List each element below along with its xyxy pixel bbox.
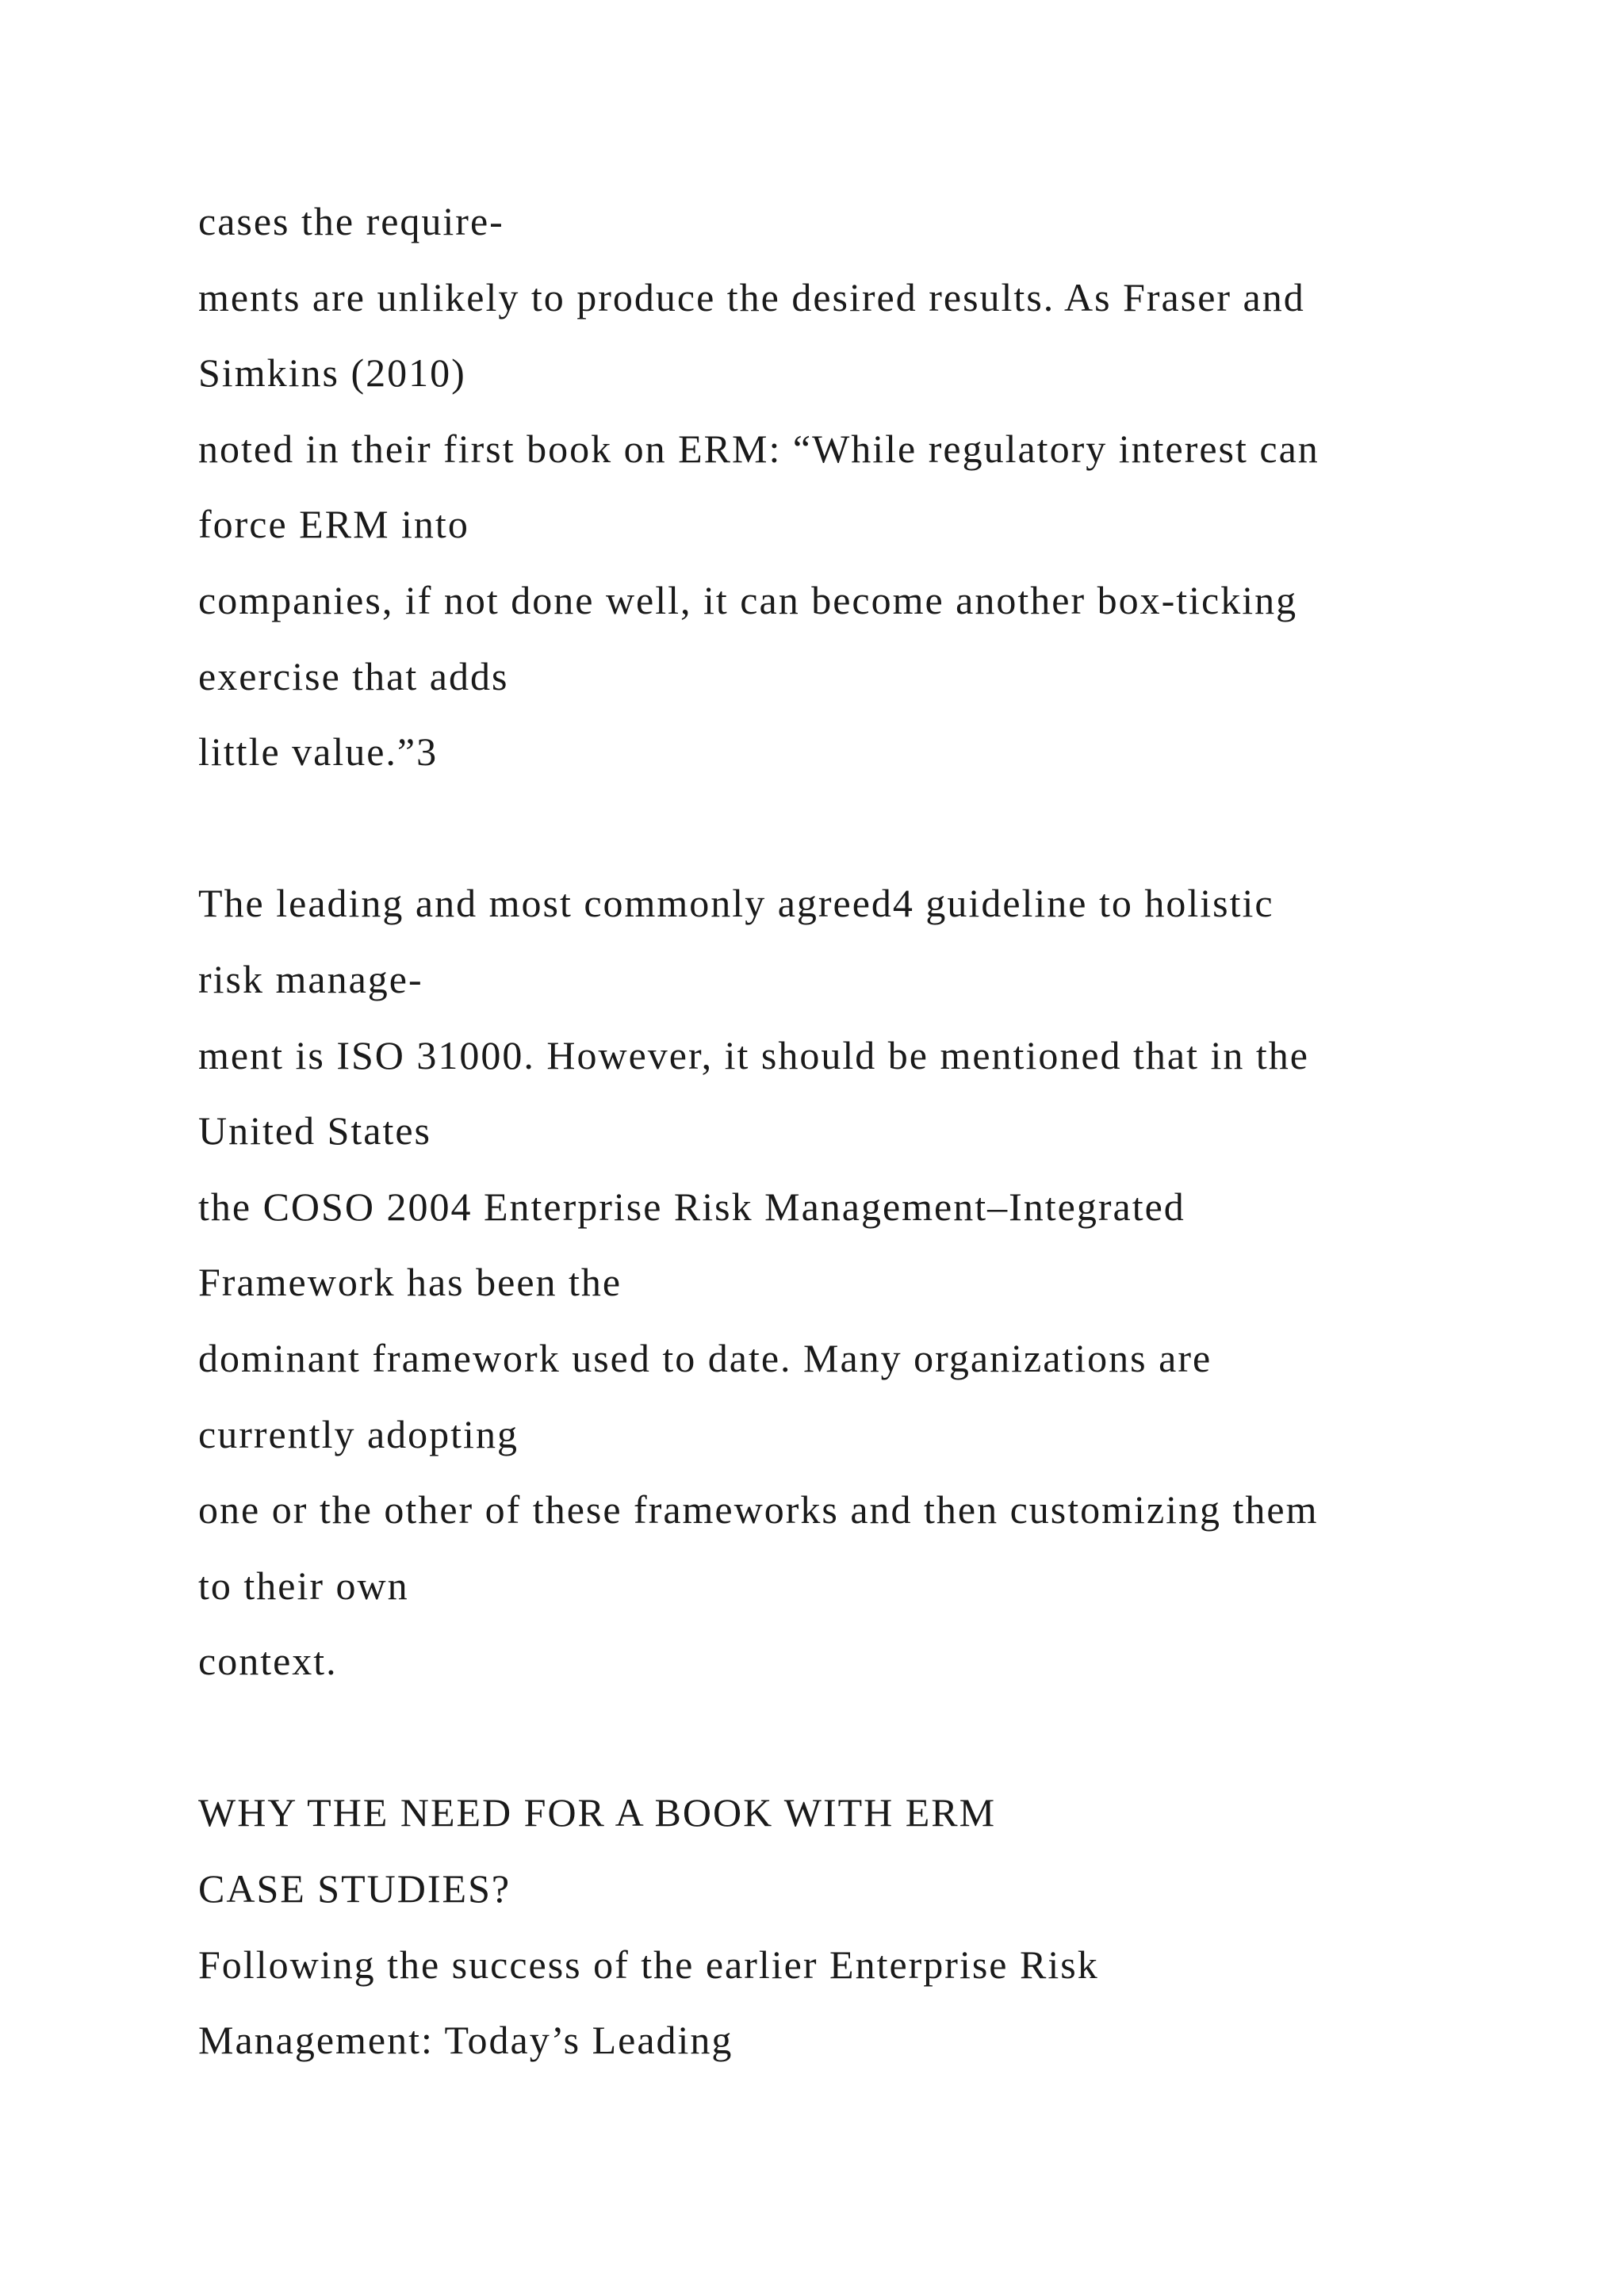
text-line: Framework has been the — [198, 1260, 622, 1305]
section-heading: WHY THE NEED FOR A BOOK WITH ERM — [198, 1790, 997, 1835]
paragraph-spacer — [198, 1700, 1507, 1776]
text-line: noted in their first book on ERM: “While regulatory interest can — [198, 426, 1320, 471]
text-line: companies, if not done well, it can become another box-ticking — [198, 577, 1298, 622]
text-line: context. — [198, 1639, 338, 1684]
text-line: one or the other of these frameworks and then customizing them — [198, 1487, 1319, 1533]
section-why-case-studies — [198, 1775, 1507, 2078]
text-line: the COSO 2004 Enterprise Risk Management–Integrated — [198, 1184, 1185, 1229]
text-line: force ERM into — [198, 502, 469, 547]
text-line: ment is ISO 31000. However, it should be mentioned that in the — [198, 1032, 1309, 1077]
text-line: United States — [198, 1108, 432, 1154]
text-line: Simkins (2010) — [198, 350, 466, 396]
paragraph-spacer — [198, 790, 1507, 867]
text-line: The leading and most commonly agreed4 guideline to holistic — [198, 881, 1274, 926]
text-line: dominant framework used to date. Many organizations are — [198, 1335, 1212, 1380]
text-line: risk manage- — [198, 956, 423, 1001]
section-heading: CASE STUDIES? — [198, 1866, 511, 1911]
body-text — [198, 184, 1507, 2079]
text-line: exercise that adds — [198, 653, 509, 698]
paragraph-iso-31000 — [198, 866, 1507, 1700]
text-line: cases the require- — [198, 199, 504, 243]
text-line: little value.”3 — [198, 729, 439, 775]
paragraph-regulatory-interest — [198, 184, 1507, 790]
text-line: currently adopting — [198, 1411, 519, 1456]
text-line: Following the success of the earlier Enterprise Risk — [198, 1942, 1099, 1987]
text-line: ments are unlikely to produce the desired results. As Fraser and — [198, 274, 1305, 320]
text-line: Management: Today’s Leading — [198, 2018, 733, 2063]
text-line: to their own — [198, 1563, 409, 1608]
